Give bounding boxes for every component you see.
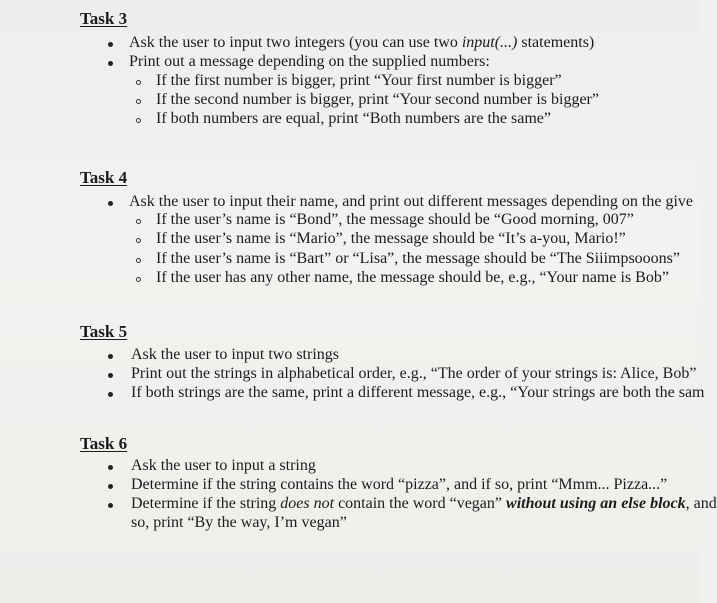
task-3-item-1 <box>129 34 594 52</box>
bullet <box>108 373 113 378</box>
task-3-item-2: Print out a message depending on the supplied numbers: <box>129 53 490 70</box>
task-4-subitem-4: If the user has any other name, the message should be, e.g., “Your name is Bob” <box>156 269 669 286</box>
task-6-item-1: Ask the user to input a string <box>131 457 316 474</box>
task-4-subitem-3: If the user’s name is “Bart” or “Lisa”, the message should be “The Siiimpsooons” <box>156 250 681 267</box>
bullet <box>108 61 113 66</box>
task-5-item-1: Ask the user to input two strings <box>131 346 339 363</box>
sub-bullet <box>136 219 141 224</box>
sub-bullet <box>136 80 141 85</box>
task-5-item-2: Print out the strings in alphabetical order, e.g., “The order of your strings is: Alice, Bob” <box>131 365 697 382</box>
task-3-subitem-1: If the first number is bigger, print “Your first number is bigger” <box>156 72 562 89</box>
task-6-item-3-text-end: , and <box>685 495 717 512</box>
bullet <box>108 465 113 470</box>
sub-bullet <box>136 258 141 263</box>
task-6-title: Task 6 <box>80 434 128 453</box>
task-6-item-3-bold-italic: without using an else block <box>506 495 686 512</box>
task-3-item-1-text: Ask the user to input two integers (you can use two <box>129 34 462 51</box>
task-3-title: Task 3 <box>80 9 128 28</box>
sub-bullet <box>136 99 141 104</box>
sub-bullet <box>136 277 141 282</box>
task-6-item-3-text-mid: contain the word “vegan” <box>334 495 507 512</box>
task-4-subitem-1: If the user’s name is “Bond”, the message should be “Good morning, 007” <box>156 211 634 228</box>
task-4-item-1: Ask the user to input their name, and print out different messages depending on the give <box>129 193 694 210</box>
bullet <box>108 392 113 397</box>
task-4-subitem-2: If the user’s name is “Mario”, the message should be “It’s a-you, Mario!” <box>156 230 626 247</box>
sub-bullet <box>136 238 141 243</box>
task-3-subitem-2: If the second number is bigger, print “Your second number is bigger” <box>156 91 599 108</box>
task-3-item-1-italic: input(...) <box>461 34 518 51</box>
bullet <box>108 503 113 508</box>
task-6-item-3 <box>131 495 717 513</box>
bullet <box>108 42 113 47</box>
task-5-title: Task 5 <box>80 322 128 341</box>
task-6-item-3-continuation: so, print “By the way, I’m vegan” <box>131 514 347 531</box>
task-3-item-1-text-end: statements) <box>517 34 595 51</box>
task-5-item-3: If both strings are the same, print a different message, e.g., “Your strings are both the sam <box>131 384 705 401</box>
task-3-subitem-3: If both numbers are equal, print “Both numbers are the same” <box>156 110 551 127</box>
task-6-item-3-text: Determine if the string <box>131 495 281 512</box>
bullet <box>108 354 113 359</box>
bullet <box>108 484 113 489</box>
task-6-item-3-italic: does not <box>280 495 335 512</box>
task-4-title: Task 4 <box>80 168 128 187</box>
sub-bullet <box>136 118 141 123</box>
bullet <box>108 201 113 206</box>
task-6-item-2: Determine if the string contains the word “pizza”, and if so, print “Mmm... Pizza...” <box>131 476 668 493</box>
